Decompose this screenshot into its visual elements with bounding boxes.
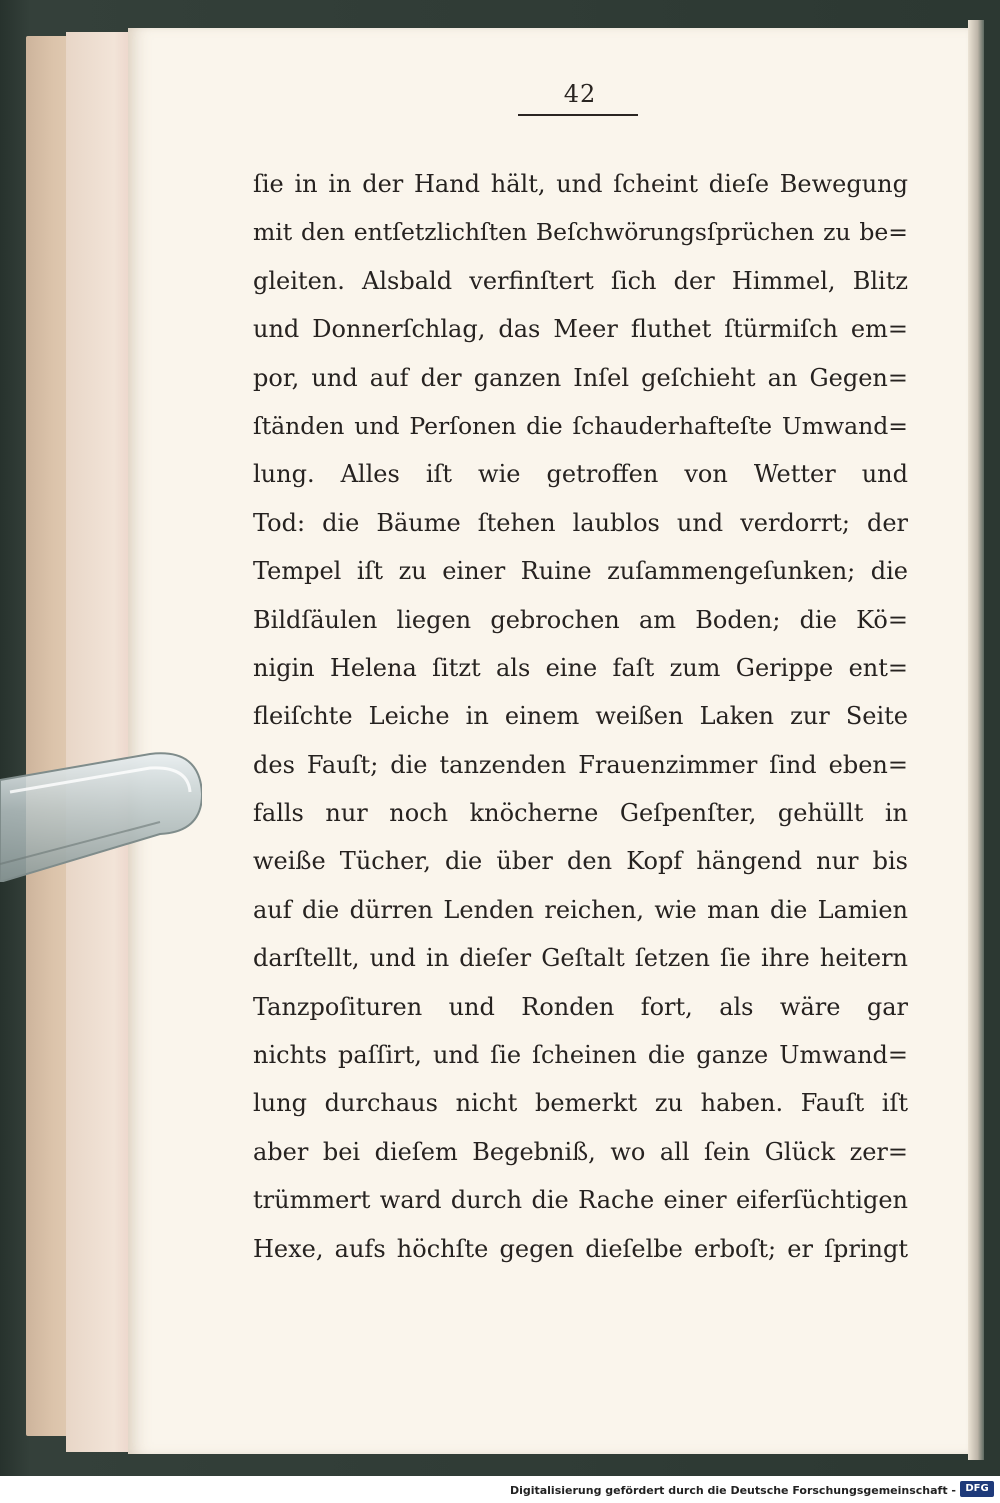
text-line: lung durchaus nicht bemerkt zu haben. Fauſt iſt	[253, 1089, 908, 1118]
text-line: Tod: die Bäume ſtehen laublos und verdorrt; der	[253, 508, 908, 537]
text-line: weiße Tücher, die über den Kopf hängend nur bis	[253, 847, 908, 876]
text-line: nigin Helena ſitzt als eine faſt zum Gerippe ent=	[253, 653, 908, 682]
footer-credit: Digitalisierung gefördert durch die Deutsche Forschungsgemeinschaft -	[509, 1484, 956, 1497]
text-line: nichts paſſirt, und ſie ſcheinen die ganze Umwand=	[253, 1041, 908, 1070]
text-line: auf die dürren Lenden reichen, wie man die Lamien	[253, 895, 908, 924]
text-line: Bildſäulen liegen gebrochen am Boden; die Kö=	[253, 605, 908, 634]
text-line: Tanzpoſituren und Ronden fort, als wäre gar	[253, 992, 908, 1021]
text-line: por, und auf der ganzen Inſel geſchieht an Gegen=	[253, 363, 908, 392]
text-line: falls nur noch knöcherne Geſpenſter, gehüllt in	[253, 799, 908, 828]
page-number-rule	[518, 114, 638, 116]
text-line: darſtellt, und in dieſer Geſtalt ſetzen ſie ihre heitern	[253, 944, 908, 973]
text-line: ſie in in der Hand hält, und ſcheint dieſe Bewegung	[253, 170, 908, 198]
body-text	[253, 160, 908, 1273]
text-line: und Donnerſchlag, das Meer fluthet ſtürmiſch em=	[253, 315, 908, 344]
text-line: mit den entſetzlichſten Beſchwörungsſprüchen zu be=	[253, 218, 908, 247]
text-line: aber bei dieſem Begebniß, wo all ſein Glück zer=	[253, 1137, 908, 1166]
gutter-shadow	[968, 20, 984, 1460]
dfg-logo: DFG	[960, 1481, 994, 1497]
text-line: des Fauſt; die tanzenden Frauenzimmer ſind eben=	[253, 750, 908, 779]
text-line: fleiſchte Leiche in einem weißen Laken zur Seite	[253, 702, 908, 731]
text-line: Hexe, aufs höchſte gegen dieſelbe erboſt; er ſpringt	[253, 1234, 908, 1263]
text-line: trümmert ward durch die Rache einer eiferſüchtigen	[253, 1186, 908, 1215]
text-line: lung. Alles iſt wie getroffen von Wetter und	[253, 460, 908, 489]
text-line: gleiten. Alsbald verfinſtert ſich der Himmel, Blitz	[253, 266, 908, 295]
text-line: Tempel iſt zu einer Ruine zuſammengeſunken; die	[253, 557, 908, 586]
page-number: 42	[563, 80, 597, 108]
text-line: ſtänden und Perſonen die ſchauderhafteſte Umwand=	[253, 411, 908, 440]
